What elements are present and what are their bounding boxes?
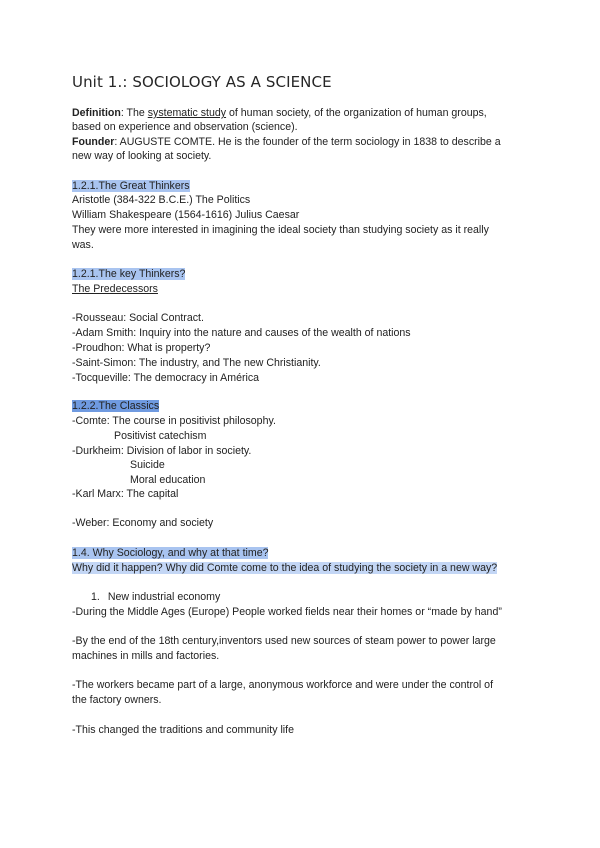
list-number: 1. bbox=[91, 591, 100, 603]
key-thinkers-heading-text: 1.2.1.The key Thinkers? bbox=[72, 268, 186, 280]
why-heading-text: 1.4. Why Sociology, and why at that time? bbox=[72, 547, 269, 559]
classic-comte: -Comte: The course in positivist philosophy. bbox=[72, 415, 276, 427]
great-thinkers-heading bbox=[72, 179, 190, 193]
classic-marx: -Karl Marx: The capital bbox=[72, 488, 179, 500]
definition-line-2: based on experience and observation (science). bbox=[72, 121, 298, 133]
classic-durkheim-work: Suicide bbox=[130, 459, 165, 471]
predecessor-item: -Rousseau: Social Contract. bbox=[72, 312, 204, 324]
classic-weber: -Weber: Economy and society bbox=[72, 517, 214, 529]
why-question-text: Why did it happen? Why did Comte come to the idea of studying the society in a new way? bbox=[72, 562, 498, 574]
classic-comte-work: Positivist catechism bbox=[114, 430, 207, 442]
definition-line bbox=[72, 106, 487, 120]
why-heading bbox=[72, 546, 268, 560]
why-line: -During the Middle Ages (Europe) People worked fields near their homes or “made by hand” bbox=[72, 606, 502, 618]
classic-durkheim-work: Moral education bbox=[130, 474, 206, 486]
why-line: -This changed the traditions and community life bbox=[72, 724, 294, 736]
why-question bbox=[72, 561, 497, 575]
predecessor-item: -Saint-Simon: The industry, and The new Christianity. bbox=[72, 357, 321, 369]
industrial-economy-item bbox=[91, 590, 220, 604]
list-item-title: New industrial economy bbox=[107, 591, 221, 603]
predecessor-item: -Adam Smith: Inquiry into the nature and causes of the wealth of nations bbox=[72, 327, 411, 339]
classics-heading-text: 1.2.2.The Classics bbox=[72, 400, 160, 412]
predecessor-item: -Tocqueville: The democracy in América bbox=[72, 372, 260, 384]
great-thinkers-line: William Shakespeare (1564-1616) Julius Caesar bbox=[72, 209, 300, 221]
why-line: the factory owners. bbox=[72, 694, 162, 706]
key-thinkers-heading bbox=[72, 267, 185, 281]
predecessor-item: -Proudhon: What is property? bbox=[72, 342, 211, 354]
great-thinkers-line: Aristotle (384-322 B.C.E.) The Politics bbox=[72, 194, 251, 206]
founder-line-2: new way of looking at society. bbox=[72, 150, 212, 162]
classics-heading bbox=[72, 399, 159, 413]
classic-durkheim: -Durkheim: Division of labor in society. bbox=[72, 445, 252, 457]
great-thinkers-line: They were more interested in imagining the ideal society than studying society as it really bbox=[72, 224, 489, 236]
definition-underlined: systematic study bbox=[147, 107, 227, 119]
definition-label: Definition bbox=[72, 107, 121, 119]
great-thinkers-heading-text: 1.2.1.The Great Thinkers bbox=[72, 180, 190, 192]
definition-post: of human society, of the organization of human groups, bbox=[226, 107, 487, 119]
great-thinkers-line: was. bbox=[72, 239, 94, 251]
predecessors-subheading: The Predecessors bbox=[72, 283, 158, 295]
why-line: -The workers became part of a large, anonymous workforce and were under the control of bbox=[72, 679, 494, 691]
why-line: machines in mills and factories. bbox=[72, 650, 220, 662]
founder-text: : AUGUSTE COMTE. He is the founder of the term sociology in 1838 to describe a bbox=[114, 136, 501, 148]
founder-label: Founder bbox=[72, 136, 115, 148]
why-line: -By the end of the 18th century,inventors used new sources of steam power to power large bbox=[72, 635, 496, 647]
page-title: Unit 1.: SOCIOLOGY AS A SCIENCE bbox=[72, 73, 332, 91]
definition-pre: : The bbox=[120, 107, 148, 119]
founder-line bbox=[72, 135, 501, 149]
